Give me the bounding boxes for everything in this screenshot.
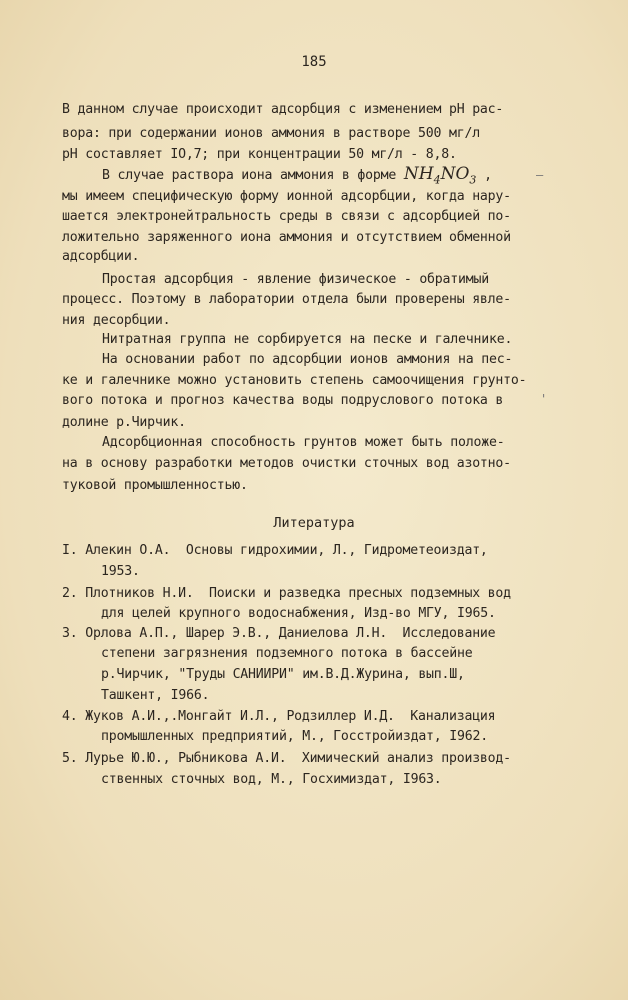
text-line-with-formula: В случае раствора иона аммония в форме $NH_4NO_3$ , <box>102 164 492 187</box>
margin-tick-mark: ' <box>540 392 548 406</box>
text-line: мы имеем специфическую форму ионной адсорбции, когда нару- <box>62 189 511 204</box>
reference-item-continuation: ственных сточных вод, М., Госхимиздат, I963. <box>101 772 442 787</box>
text-line: На основании работ по адсорбции ионов аммония на пес- <box>102 352 513 367</box>
text-line: ния десорбции. <box>62 313 171 328</box>
text-line: ке и галечнике можно установить степень самоочищения грунто- <box>62 373 527 388</box>
text-line: pH составляет IO,7; при концентрации 50 мг/л - 8,8. <box>62 147 457 162</box>
text-line: Простая адсорбция - явление физическое - обратимый <box>102 272 489 287</box>
reference-item-continuation: степени загрязнения подземного потока в бассейне <box>101 646 473 661</box>
chemical-formula: $NH_4NO_3$ <box>403 164 477 187</box>
page-number: 185 <box>301 54 327 70</box>
text-line: ложительно заряженного иона аммония и отсутствием обменной <box>62 230 511 245</box>
reference-item: I. Алекин О.А. Основы гидрохимии, Л., Гидрометеоиздат, <box>62 543 488 558</box>
text-line: шается электронейтральность среды в связи с адсорбцией по- <box>62 209 511 224</box>
text-line: вора: при содержании ионов аммония в растворе 500 мг/л <box>62 126 480 141</box>
text-line: на в основу разработки методов очистки сточных вод азотно- <box>62 456 511 471</box>
text-line: процесс. Поэтому в лаборатории отдела были проверены явле- <box>62 292 511 307</box>
text-line: туковой промышленностью. <box>62 478 248 493</box>
text-line: долине р.Чирчик. <box>62 415 186 430</box>
reference-item: 2. Плотников Н.И. Поиски и разведка пресных подземных вод <box>62 586 511 601</box>
text-line: адсорбции. <box>62 249 140 264</box>
reference-item-continuation: р.Чирчик, "Труды САНИИРИ" им.В.Д.Журина, вып.Ш, <box>101 667 465 682</box>
text-line: вого потока и прогноз качества воды подруслового потока в <box>62 393 504 408</box>
reference-item: 4. Жуков А.И.,.Монгайт И.Л., Родзиллер И.Д. Канализация <box>62 709 496 724</box>
text-line: Нитратная группа не сорбируется на песке и галечнике. <box>102 332 513 347</box>
reference-item: 3. Орлова А.П., Шарер Э.В., Даниелова Л.Н. Исследование <box>62 626 496 641</box>
text-line: В данном случае происходит адсорбция с изменением pH рас- <box>62 102 504 117</box>
text-line: Адсорбционная способность грунтов может быть положе- <box>102 435 505 450</box>
reference-item-continuation: для целей крупного водоснабжения, Изд-во МГУ, I965. <box>101 606 496 621</box>
text-line: В случае раствора иона аммония в форме <box>102 168 397 183</box>
references-title: Литература <box>273 515 355 531</box>
reference-item: 5. Лурье Ю.Ю., Рыбникова А.И. Химический анализ производ- <box>62 751 511 766</box>
reference-item-continuation: промышленных предприятий, М., Госстройиздат, I962. <box>101 729 488 744</box>
margin-dash-mark: – <box>536 168 544 182</box>
reference-item-continuation: Ташкент, I966. <box>101 688 210 703</box>
reference-item-continuation: 1953. <box>101 564 140 579</box>
